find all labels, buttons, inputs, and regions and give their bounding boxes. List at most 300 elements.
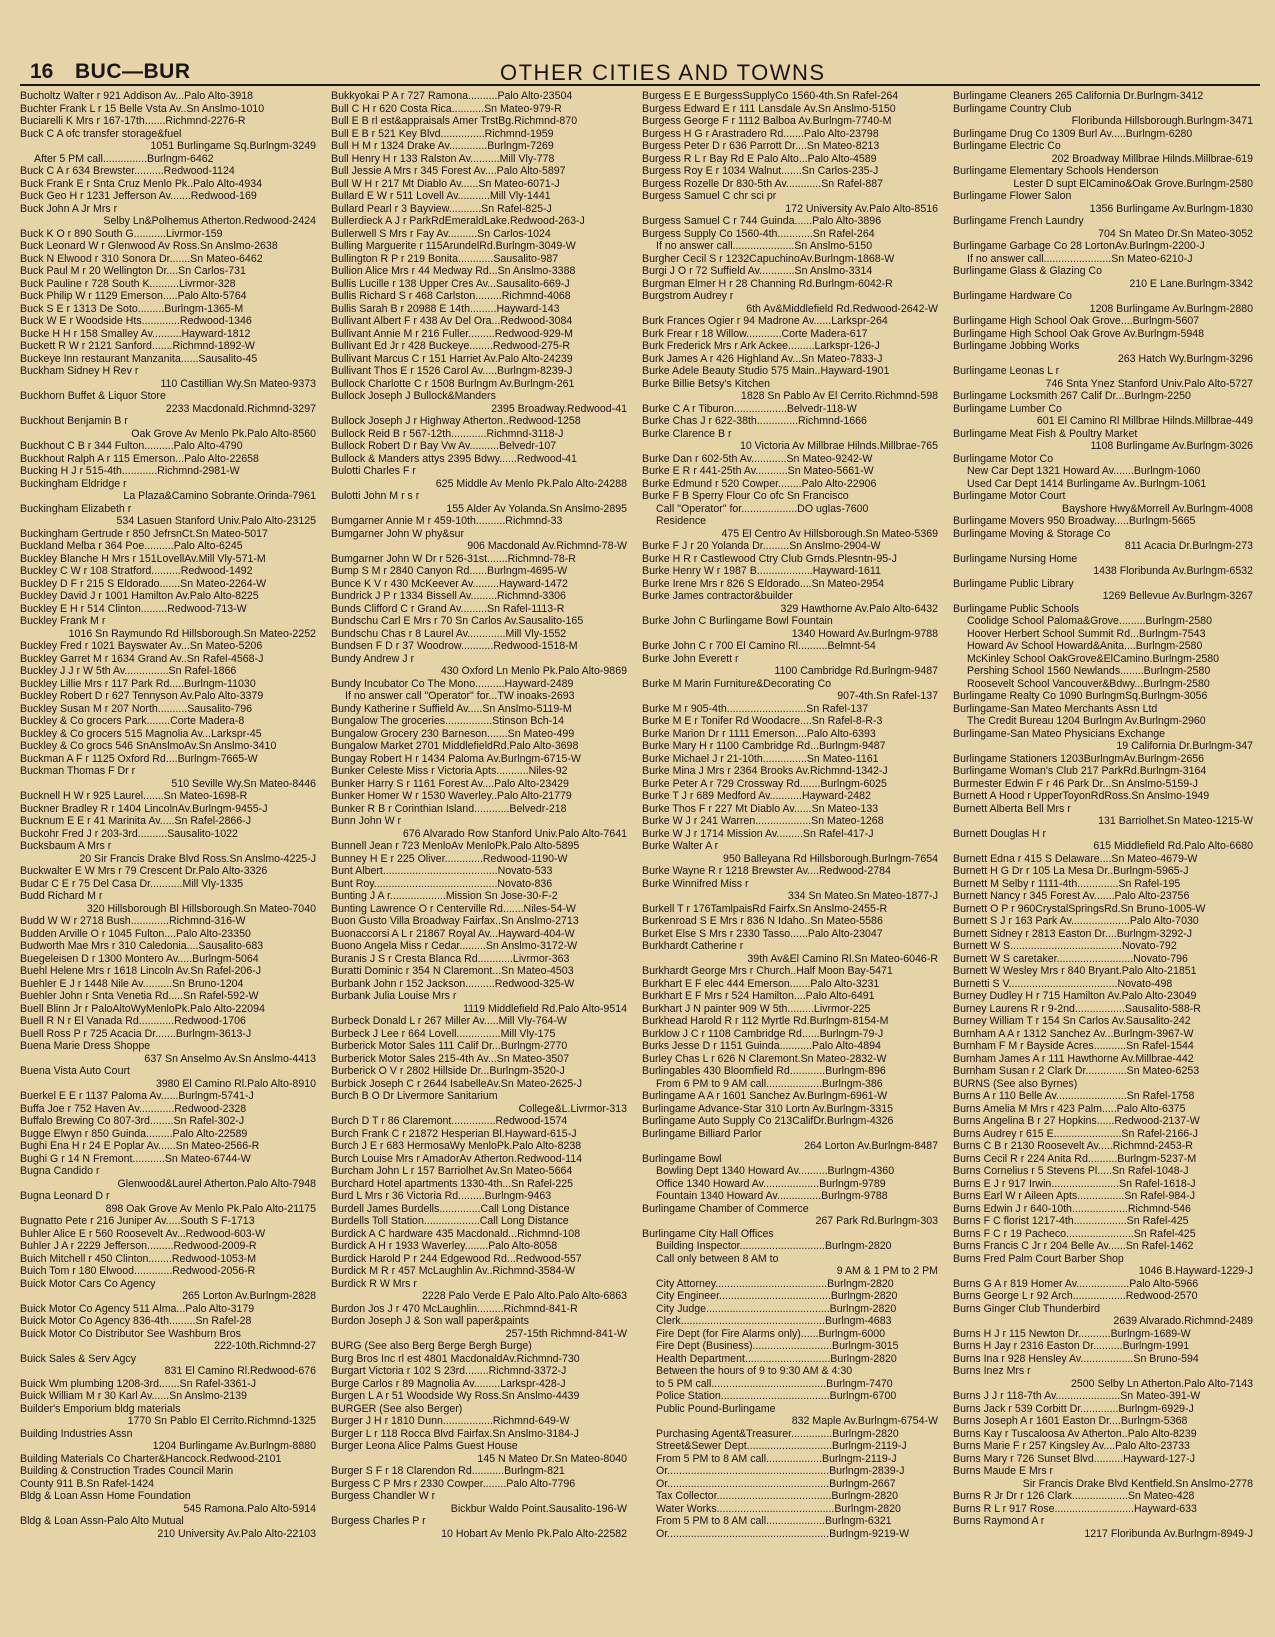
- listing-line: Buckley Susan M r 207 North..........Sausalito-796: [20, 702, 252, 715]
- listing-line: Building Inspector.............................Burlngm-2820: [656, 1240, 892, 1252]
- listing-column-3: [642, 90, 938, 1630]
- listing-line: 831 El Camino Rl.Redwood-676: [164, 1365, 316, 1377]
- listing-line: Burkhead Harold R r 112 Myrtle Rd.Burlngm-8154-M: [642, 1015, 889, 1027]
- listing-line: Bugnatto Pete r 216 Juniper Av.....South S F-1713: [20, 1215, 255, 1227]
- listing-line: 510 Seville Wy.Sn Mateo-8446: [171, 777, 316, 790]
- listing-line: Bucknell H W r 925 Laurel.......Sn Mateo-1698-R: [20, 790, 248, 802]
- listing-line: Burgess Rozelle Dr 830-5th Av............Sn Rafel-887: [642, 177, 884, 190]
- listing-line: Burlingame Glass & Glazing Co: [953, 265, 1102, 277]
- listing-line: Burns George L r 92 Arch..................Redwood-2570: [953, 1290, 1198, 1302]
- listing-line: From 5 PM to 8 AM call....................Burlngm-6321: [656, 1515, 892, 1527]
- listing-line: 3980 El Camino Rl.Palo Alto-8910: [155, 1077, 316, 1090]
- listing-line: Burgess Samuel C r 744 Guinda......Palo Alto-3896: [642, 215, 882, 227]
- listing-line: Burlingame Motor Court: [953, 490, 1066, 502]
- listing-line: Burgess E E BurgessSupplyCo 1560-4th.Sn Rafel-264: [642, 90, 899, 102]
- listing-line: Buciarelli K Mrs r 167-17th.......Richmnd-2276-R: [20, 115, 246, 127]
- listing-line: Burger S F r 18 Clarendon Rd...........Burlngm-821: [331, 1465, 565, 1477]
- listing-line: Burlingame Electric Co: [953, 140, 1061, 152]
- listing-line: Burgen L A r 51 Woodside Wy Ross.Sn Anslmo-4439: [331, 1390, 580, 1402]
- listing-line: 1108 Burlingame Av.Burlngm-3026: [1090, 440, 1253, 452]
- listing-line: 1340 Howard Av.Burlngm-9788: [791, 627, 938, 640]
- listing-line: Bumgarner Annie M r 459-10th..........Richmnd-33: [331, 515, 563, 527]
- listing-line: Burgess Peter D r 636 Parrott Dr....Sn Mateo-8213: [642, 140, 880, 152]
- listing-line: Buck Philip W r 1129 Emerson.....Palo Alto-5764: [20, 290, 247, 302]
- listing-line: Burgess Chandler W r: [331, 1490, 436, 1502]
- listing-line: 950 Balleyana Rd Hillsborough.Burlngm-7654: [723, 852, 938, 865]
- listing-line: Burke Dan r 602-5th Av............Sn Mateo-9242-W: [642, 452, 873, 465]
- listing-line: Burcham John L r 157 Barriolhet Av.Sn Mateo-5664: [331, 1165, 573, 1177]
- listing-line: 131 Barriolhet.Sn Mateo-1215-W: [1098, 815, 1253, 827]
- listing-line: Burbeck J Lee r 664 Lovell...............Mill Vly-175: [331, 1027, 556, 1040]
- listing-column-2: [331, 90, 627, 1630]
- listing-line: Burch B O Dr Livermore Sanitarium: [331, 1090, 498, 1102]
- listing-line: Buckhout Benjamin B r: [20, 415, 128, 427]
- listing-line: Burberick Motor Sales 215-4th Av...Sn Mateo-3507: [331, 1052, 570, 1065]
- listing-line: Burnett H G Dr r 105 La Mesa Dr..Burlngm-5965-J: [953, 865, 1189, 877]
- listing-line: Buckeye Inn restaurant Manzanita......Sausalito-45: [20, 352, 258, 365]
- listing-line: Burlingame Elementary Schools Henderson: [953, 165, 1159, 177]
- listing-line: 2233 Macdonald.Richmnd-3297: [165, 402, 316, 415]
- listing-line: Burkhart E F elec 444 Emerson.......Palo Alto-3231: [642, 977, 880, 990]
- listing-line: Bull Jessie A Mrs r 345 Forest Av....Palo Alto-5897: [331, 165, 566, 177]
- listing-line: Burke Edmund r 520 Cowper........Palo Alto-22906: [642, 477, 877, 490]
- listing-line: Burns Kay r Tuscaloosa Av Atherton..Palo Alto-8239: [953, 1427, 1197, 1440]
- listing-line: Buonaccorsi A L r 21867 Royal Av...Hayward-404-W: [331, 927, 575, 940]
- listing-line: If no answer call.....................Sn Anslmo-5150: [656, 240, 873, 252]
- listing-line: Hoover Herbert School Summit Rd...Burlngm-7543: [967, 627, 1206, 640]
- listing-line: Burke Billie Betsy's Kitchen: [642, 377, 771, 390]
- listing-line: Bumgarner John W Dr r 526-31st.......Richmnd-78-R: [331, 552, 576, 565]
- listing-line: Bundy Incubator Co The Mono..........Hayward-2489: [331, 677, 574, 690]
- listing-line: Tax Collector.......................................Burlngm-2820: [656, 1490, 898, 1502]
- listing-line: 475 El Centro Av Hillsborough.Sn Mateo-5369: [721, 527, 938, 540]
- listing-line: Burbick Joseph C r 2644 IsabelleAv.Sn Mateo-2625-J: [331, 1077, 583, 1090]
- listing-line: Bldg & Loan Assn-Palo Alto Mutual: [20, 1515, 184, 1527]
- listing-line: Buckley Blanche H Mrs r 151LovellAv.Mill Vly-571-M: [20, 552, 266, 565]
- listing-line: Burlingame High School Oak Grove Av.Burlngm-5948: [953, 327, 1205, 340]
- listing-line: Water Works........................................Burlngm-2820: [656, 1502, 901, 1515]
- listing-line: 210 E Lane.Burlngm-3342: [1129, 277, 1253, 290]
- listing-line: 20 Sir Francis Drake Blvd Ross.Sn Anslmo-4225-J: [79, 852, 316, 865]
- listing-line: Burgstrom Audrey r: [642, 290, 734, 302]
- listing-line: Buick Sales & Serv Agcy: [20, 1352, 136, 1365]
- listing-line: BURGER (See also Berger): [331, 1402, 463, 1415]
- listing-line: If no answer call.......................Sn Mateo-6210-J: [967, 252, 1193, 265]
- listing-line: Burlingame Nursing Home: [953, 552, 1078, 565]
- listing-line: Bumgarner John W phy&sur: [331, 527, 465, 540]
- listing-line: Burns Mary r 726 Sunset Blvd..........Hayward-127-J: [953, 1452, 1195, 1465]
- listing-line: Buckley Robert D r 627 Tennyson Av.Palo Alto-3379: [20, 690, 264, 702]
- listing-line: 19 California Dr.Burlngm-347: [1116, 740, 1253, 752]
- listing-line: Buckman Thomas F Dr r: [20, 765, 136, 777]
- listing-line: Buick Motor Co Agency 511 Alma...Palo Alto-3179: [20, 1302, 255, 1315]
- listing-line: Bickbur Waldo Point.Sausalito-196-W: [450, 1502, 627, 1515]
- listing-line: Buckley Lillie Mrs r 117 Park Rd.....Burlngm-11030: [20, 677, 256, 690]
- listing-line: Burke John C r 700 El Camino Rl..........Belmnt-54: [642, 640, 876, 652]
- listing-line: Burlingame High School Oak Grove....Burlngm-5607: [953, 315, 1200, 327]
- listing-line: Burgess H G r Arastradero Rd.......Palo Alto-23798: [642, 127, 879, 140]
- listing-line: Burke T J r 689 Medford Av...........Hayward-2482: [642, 790, 871, 802]
- listing-line: Bunker Harry S r 1161 Forest Av....Palo Alto-23429: [331, 777, 569, 790]
- listing-line: Burke Walter A r: [642, 840, 719, 852]
- listing-line: Burnham A A r 1312 Sanchez Av...Burlngm-3967-W: [953, 1027, 1194, 1040]
- listing-line: Bullis Richard S r 468 Carlston.........Richmnd-4068: [331, 290, 571, 302]
- listing-line: Buckhout Ralph A r 115 Emerson...Palo Alto-22658: [20, 452, 259, 465]
- listing-line: Used Car Dept 1414 Burlingame Av..Burlngm-1061: [967, 477, 1207, 490]
- listing-line: Burket Else S Mrs r 2330 Tasso......Palo Alto-23047: [642, 927, 883, 940]
- listing-line: Bldg & Loan Assn Home Foundation: [20, 1490, 191, 1502]
- listing-line: Burgess Samuel C chr sci pr: [642, 190, 777, 202]
- listing-line: Burney Laurens R r 9-2nd.................Sausalito-588-R: [953, 1002, 1201, 1015]
- listing-line: 2395 Broadway.Redwood-41: [491, 402, 627, 415]
- listing-line: Burke Henry W r 1987 B...................Hayward-1611: [642, 565, 881, 577]
- listing-line: Buick Motor Co Distributor See Washburn Bros: [20, 1327, 241, 1340]
- listing-line: 1217 Floribunda Av.Burlngm-8949-J: [1084, 1527, 1253, 1540]
- listing-line: Burlingame Locksmith 267 Calif Dr...Burlngm-2250: [953, 390, 1191, 402]
- listing-line: Burg Bros Inc rl est 4801 MacdonaldAv.Richmnd-730: [331, 1352, 580, 1365]
- listing-line: Buckley C W r 108 Stratford..........Redwood-1492: [20, 565, 253, 577]
- listing-line: Budd W W r 2718 Bush.............Richmnd-316-W: [20, 915, 246, 927]
- listing-line: Burke Clarence B r: [642, 427, 732, 440]
- listing-line: 1051 Burlingame Sq.Burlngm-3249: [150, 140, 316, 152]
- listing-line: Bullis Sarah B r 20988 E 14th.........Hayward-143: [331, 302, 560, 315]
- listing-line: Buehl Helene Mrs r 1618 Lincoln Av.Sn Rafel-206-J: [20, 965, 262, 977]
- listing-line: Burkenroad S E Mrs r 836 N Idaho..Sn Mateo-5586: [642, 915, 883, 927]
- listing-line: 1356 Burlingame Av.Burlngm-1830: [1089, 202, 1253, 215]
- listing-line: Burke Winnifred Miss r: [642, 877, 749, 890]
- listing-line: County 911 B.Sn Rafel-1424: [20, 1477, 155, 1490]
- listing-line: Burke Marion Dr r 1111 Emerson....Palo Alto-6393: [642, 727, 876, 740]
- listing-line: 906 Macdonald Av.Richmnd-78-W: [467, 540, 627, 552]
- listing-line: Buckhorn Buffet & Liquor Store: [20, 390, 166, 402]
- listing-line: 263 Hatch Wy.Burlngm-3296: [1117, 352, 1253, 365]
- listing-line: Buck John A Jr Mrs r: [20, 202, 118, 215]
- listing-line: Burdick R W Mrs r: [331, 1277, 417, 1290]
- listing-line: Buck Geo H r 1231 Jefferson Av.......Redwood-169: [20, 190, 257, 202]
- listing-line: Burgher Cecil S r 1232CapuchinoAv.Burlngm-1868-W: [642, 252, 895, 265]
- listing-line: Burns F C r 19 Pacheco.......................Sn Rafel-425: [953, 1227, 1196, 1240]
- listing-line: Burns R Jr Dr r 126 Clark...................Sn Mateo-428: [953, 1490, 1195, 1502]
- listing-line: Burger Leona Alice Palms Guest House: [331, 1440, 518, 1452]
- listing-line: Bunds Clifford C r Grand Av.........Sn Rafel-1113-R: [331, 602, 565, 615]
- listing-line: 257-15th Richmnd-841-W: [505, 1327, 627, 1340]
- listing-line: Burk James A r 426 Highland Av...Sn Mateo-7833-J: [642, 352, 883, 365]
- listing-line: Bull C H r 620 Costa Rica...........Sn Mateo-979-R: [331, 102, 562, 115]
- listing-line: Burchard Hotel apartments 1330-4th...Sn Rafel-225: [331, 1177, 574, 1190]
- listing-line: Buranis J S r Cresta Blanca Rd............Livrmor-363: [331, 952, 570, 965]
- listing-line: Burns Maude E Mrs r: [953, 1465, 1054, 1477]
- listing-line: 155 Alder Av Yolanda.Sn Anslmo-2895: [446, 502, 627, 515]
- listing-line: Burns C B r 2130 Roosevelt Av.....Richmnd-2453-R: [953, 1140, 1193, 1152]
- listing-line: Buratti Dominic r 354 N Claremont...Sn Mateo-4503: [331, 965, 574, 977]
- listing-line: Burns Angelina B r 27 Hopkins......Redwood-2137-W: [953, 1115, 1200, 1127]
- listing-line: Burgi J O r 72 Suffield Av............Sn Anslmo-3314: [642, 265, 873, 277]
- listing-line: 210 University Av.Palo Alto-22103: [157, 1527, 316, 1540]
- listing-line: Burdick A C hardware 435 Macdonald...Richmnd-108: [331, 1227, 581, 1240]
- listing-line: Burns Marie F r 257 Kingsley Av....Palo Alto-23733: [953, 1440, 1190, 1452]
- listing-line: Buck K O r 890 South G...........Livrmor-159: [20, 227, 223, 240]
- listing-line: Burke H R r Castlewood Ctry Club Grnds.Plesntn-95-J: [642, 552, 897, 565]
- listing-line: Coolidge School Paloma&Grove.........Burlngm-2580: [967, 615, 1212, 627]
- listing-line: Burke F B Sperry Flour Co ofc Sn Francisco: [642, 490, 849, 502]
- listing-line: Bunker Celeste Miss r Victoria Apts...........Niles-92: [331, 765, 568, 777]
- listing-line: Bullivant Marcus C r 151 Harriet Av.Palo Alto-24239: [331, 352, 573, 365]
- listing-line: Bull W H r 217 Mt Diablo Av......Sn Mateo-6071-J: [331, 177, 560, 190]
- listing-line: 329 Hawthorne Av.Palo Alto-6432: [780, 602, 938, 615]
- listing-line: Bucke H H r 158 Smalley Av..........Hayward-1812: [20, 327, 251, 340]
- listing-line: Bullock Joseph J Bullock&Manders: [331, 390, 496, 402]
- listing-line: Burns Francis C Jr r 204 Belle Av......Sn Rafel-1462: [953, 1240, 1194, 1252]
- listing-line: Buckingham Eldridge r: [20, 477, 127, 490]
- listing-line: Burnett Sidney r 2813 Easton Dr....Burlngm-3292-J: [953, 927, 1193, 940]
- listing-line: 1119 Middlefield Rd.Palo Alto-9514: [463, 1002, 627, 1015]
- listing-line: Bull H M r 1324 Drake Av.............Burlngm-7269: [331, 140, 554, 152]
- listing-line: Burgman Elmer H r 28 Channing Rd.Burlngm-6042-R: [642, 277, 893, 290]
- listing-line: Burbeck Donald L r 267 Miller Av.....Mill Vly-764-W: [331, 1015, 567, 1027]
- listing-line: If no answer call "Operator" for...TW inoaks-2693: [345, 690, 575, 702]
- listing-line: Bungay Robert H r 1434 Paloma Av.Burlngm-6715-W: [331, 752, 581, 765]
- listing-line: Burke M r 905-4th...........................Sn Rafel-137: [642, 702, 869, 715]
- listing-line: Buckohr Fred J r 203-3rd..........Sausalito-1022: [20, 827, 238, 840]
- listing-line: Burlingame Hardware Co: [953, 290, 1072, 302]
- listing-line: Roosevelt School Vancouver&Bdwy...Burlngm-2580: [967, 677, 1210, 690]
- listing-line: 1269 Bellevue Av.Burlngm-3267: [1102, 590, 1253, 602]
- listing-line: Burkhart J N painter 909 W 5th.........Livrmor-225: [642, 1002, 871, 1015]
- listing-line: Burdells Toll Station...................Call Long Distance: [331, 1215, 569, 1227]
- listing-line: The Credit Bureau 1204 Burlngm Av.Burlngm-2960: [967, 715, 1206, 727]
- listing-line: Burlingame Garbage Co 28 LortonAv.Burlngm-2200-J: [953, 240, 1205, 252]
- listing-line: 10 Hobart Av Menlo Pk.Palo Alto-22582: [441, 1527, 627, 1540]
- listing-line: Buck Leonard W r Glenwood Av Ross.Sn Anslmo-2638: [20, 240, 278, 252]
- listing-line: 10 Victoria Av Millbrae Hilnds.Millbrae-765: [739, 440, 938, 452]
- listing-line: Burke Peter A r 729 Crossway Rd.......Burlngm-6025: [642, 777, 887, 790]
- listing-line: 1100 Cambridge Rd.Burlngm-9487: [774, 665, 938, 677]
- listing-line: Bunt Roy..........................................Novato-836: [331, 877, 553, 890]
- listing-line: 264 Lorton Av.Burlngm-8487: [804, 1140, 938, 1152]
- listing-line: Burns Audrey r 615 E.......................Sn Rafel-2166-J: [953, 1127, 1198, 1140]
- listing-line: Bundschu Carl E Mrs r 70 Sn Carlos Av.Sausalito-165: [331, 615, 584, 627]
- listing-line: Burke Michael J r 21-10th...............Sn Mateo-1161: [642, 752, 879, 765]
- listing-line: Burnett W S caretaker..........................Novato-796: [953, 952, 1188, 965]
- listing-line: City Attorney......................................Burlngm-2820: [656, 1277, 894, 1290]
- listing-line: Buckingham Gertrude r 850 JefrsnCt.Sn Mateo-5017: [20, 527, 268, 540]
- listing-line: Burns Edwin J r 640-10th...................Richmnd-546: [953, 1202, 1191, 1215]
- listing-line: 202 Broadway Millbrae Hilnds.Millbrae-619: [1051, 152, 1253, 165]
- listing-line: Bullock & Manders attys 2395 Bdwy......Redwood-41: [331, 452, 577, 465]
- listing-line: Burch J E r 683 HermosaWy MenloPk.Palo Alto-8238: [331, 1140, 582, 1152]
- listing-line: Burnetti S V.....................................Novato-498: [953, 977, 1173, 990]
- listing-line: Burke Adele Beauty Studio 575 Main..Hayward-1901: [642, 365, 890, 377]
- listing-line: 704 Sn Mateo Dr.Sn Mateo-3052: [1098, 227, 1253, 240]
- listing-line: Buckham Sidney H Rev r: [20, 365, 139, 377]
- listing-line: 2500 Selby Ln Atherton.Palo Alto-7143: [1071, 1377, 1253, 1390]
- listing-line: Burley Chas L r 626 N Claremont.Sn Mateo-2832-W: [642, 1052, 887, 1065]
- listing-line: After 5 PM call...............Burlngm-6462: [34, 152, 214, 165]
- listing-line: Burlingame Advance-Star 310 Lortn Av.Burlngm-3315: [642, 1102, 894, 1115]
- listing-line: Burlingame City Hall Offices: [642, 1227, 774, 1240]
- listing-line: Burlingables 430 Bloomfield Rd............Burlngm-896: [642, 1065, 886, 1077]
- listing-line: 811 Acacia Dr.Burlngm-273: [1124, 540, 1253, 552]
- listing-line: Buick William M r 30 Karl Av......Sn Anslmo-2139: [20, 1390, 247, 1402]
- listing-line: Burnett M Selby r 1111-4th..............Sn Rafel-195: [953, 877, 1181, 890]
- listing-line: Burke E R r 441-25th Av...........Sn Mateo-5661-W: [642, 465, 874, 477]
- listing-line: Bulling Marguerite r 115ArundelRd.Burlngm-3049-W: [331, 240, 576, 252]
- listing-line: Burgess Edward E r 111 Lansdale Av.Sn Anslmo-5150: [642, 102, 896, 115]
- listing-line: Buck N Elwood r 310 Sonora Dr.......Sn Mateo-6462: [20, 252, 263, 265]
- listing-line: Lester D supt ElCamino&Oak Grove.Burlngm-2580: [1013, 177, 1253, 190]
- listing-line: Building Materials Co Charter&Hancock.Redwood-2101: [20, 1452, 282, 1465]
- listing-line: Bunt Albert.......................................Novato-533: [331, 865, 553, 877]
- listing-line: Bunnell Jean r 723 MenloAv MenloPk.Palo Alto-5895: [331, 840, 580, 852]
- listing-line: 2639 Alvarado.Richmnd-2489: [1113, 1315, 1253, 1327]
- listing-line: 1438 Floribunda Av.Burlngm-6532: [1093, 565, 1253, 577]
- listing-line: Buell Ross P r 725 Acacia Dr.......Burlngm-3613-J: [20, 1027, 252, 1040]
- listing-line: Bull E B rl est&appraisals Amer TrstBg.Richmnd-870: [331, 115, 578, 127]
- listing-line: 601 El Camino Rl Millbrae Hilnds.Millbrae-449: [1036, 415, 1253, 427]
- listing-line: Bulotti John M r s r: [331, 490, 420, 502]
- listing-line: Oak Grove Av Menlo Pk.Palo Alto-8560: [131, 427, 316, 440]
- listing-line: Buehler John r Snta Venetia Rd.....Sn Rafel-592-W: [20, 990, 259, 1002]
- listing-line: Burgart Victoria r 102 S 23rd........Richmnd-3372-J: [331, 1365, 567, 1377]
- listing-line: Burbank Julia Louise Mrs r: [331, 990, 457, 1002]
- listing-line: Burch Frank C r 21872 Hesperian Bl.Hayward-615-J: [331, 1127, 577, 1140]
- listing-line: to 5 PM call.......................................Burlngm-7470: [656, 1377, 893, 1390]
- listing-line: 1828 Sn Pablo Av El Cerrito.Richmnd-598: [740, 390, 938, 402]
- listing-line: Burns Ina r 928 Hensley Av..................Sn Bruno-594: [953, 1352, 1199, 1365]
- listing-line: Burlingame Chamber of Commerce: [642, 1202, 809, 1215]
- listing-line: Burke Thos F r 227 Mt Diablo Av......Sn Mateo-133: [642, 802, 879, 815]
- listing-line: Burger J H r 1810 Dunn.................Richmnd-649-W: [331, 1415, 570, 1427]
- listing-line: 545 Ramona.Palo Alto-5914: [183, 1502, 316, 1515]
- listing-line: Howard Av School Howard&Anita....Burlngm-2580: [967, 640, 1203, 652]
- listing-line: Buckland Melba r 364 Poe..........Palo Alto-6245: [20, 540, 243, 552]
- listing-line: Burnham F M r Bayside Acres...........Sn Rafel-1544: [953, 1040, 1194, 1052]
- listing-line: Bullington R P r 219 Bonita............Sausalito-987: [331, 252, 559, 265]
- listing-line: Buena Vista Auto Court: [20, 1065, 130, 1077]
- listing-line: Bull E B r 521 Key Blvd...............Richmnd-1959: [331, 127, 554, 140]
- listing-line: Fire Dept (for Fire Alarms only)......Burlngm-6000: [656, 1327, 886, 1340]
- listing-line: Call "Operator" for...................DO uglas-7600: [656, 502, 869, 515]
- listing-line: Buckett R W r 2121 Sanford.......Richmnd-1892-W: [20, 340, 255, 352]
- listing-line: Bullivant Ed Jr r 428 Buckeye........Redwood-275-R: [331, 340, 571, 352]
- listing-line: Burke F J r 20 Yolanda Dr.........Sn Anslmo-2904-W: [642, 540, 881, 552]
- listing-line: Burlingame Cleaners 265 California Dr.Burlngm-3412: [953, 90, 1204, 102]
- listing-line: Or.......................................................Burlngm-2839-J: [656, 1465, 905, 1477]
- listing-line: Street&Sewer Dept.............................Burlngm-2119-J: [656, 1440, 907, 1452]
- listing-line: Bugge Elwyn r 850 Guinda.........Palo Alto-22589: [20, 1127, 248, 1140]
- page-number: 16: [30, 60, 54, 83]
- listing-line: Buhler J A r 2229 Jefferson.........Redwood-2009-R: [20, 1240, 257, 1252]
- listing-line: Bullard E W r 511 Lovell Av...........Mill Vly-1441: [331, 190, 551, 202]
- listing-line: Burke Chas J r 622-38th..............Richmnd-1666: [642, 415, 867, 427]
- listing-line: Or.......................................................Burlngm-2667: [656, 1477, 896, 1490]
- listing-line: Purchasing Agent&Treasurer..............Burlngm-2820: [656, 1427, 899, 1440]
- listing-line: 676 Alvarado Row Stanford Univ.Palo Alto-7641: [402, 827, 627, 840]
- listing-line: Buckwalter E W Mrs r 79 Crescent Dr.Palo Alto-3326: [20, 865, 268, 877]
- listing-line: Burks Jesse D r 1151 Guinda...........Palo Alto-4894: [642, 1040, 881, 1052]
- listing-line: Burlingame Flower Salon: [953, 190, 1072, 202]
- listing-line: Bucholtz Walter r 921 Addison Av...Palo Alto-3918: [20, 90, 254, 102]
- listing-line: Public Pound-Burlingame: [656, 1402, 776, 1415]
- listing-line: Bughi Ena H r 24 E Poplar Av......Sn Mateo-2566-R: [20, 1140, 260, 1152]
- listing-line: Burke W J r 1714 Mission Av.........Sn Rafel-417-J: [642, 827, 874, 840]
- listing-line: Bullivant Albert F r 438 Av Del Ora...Redwood-3084: [331, 315, 573, 327]
- listing-line: Burke M Marin Furniture&Decorating Co: [642, 677, 831, 690]
- listing-line: Bullock Reid B r 567-12th............Richmnd-3118-J: [331, 427, 564, 440]
- listing-line: 265 Lorton Av.Burlngm-2828: [182, 1290, 316, 1302]
- listing-line: Burlingame Jobbing Works: [953, 340, 1080, 352]
- listing-line: Buckner Bradley R r 1404 LincolnAv.Burlngm-9455-J: [20, 802, 268, 815]
- listing-line: Buckley & Co grocs 546 SnAnslmoAv.Sn Anslmo-3410: [20, 740, 277, 752]
- listing-line: Bundy Andrew J r: [331, 652, 415, 665]
- listing-line: Bungalow Market 2701 MiddlefieldRd.Palo Alto-3698: [331, 740, 579, 752]
- listing-line: Buckman A F r 1125 Oxford Rd....Burlngm-7665-W: [20, 752, 258, 765]
- listing-line: Burlingame Woman's Club 217 ParkRd.Burlngm-3164: [953, 765, 1207, 777]
- listing-line: Burgess Charles P r: [331, 1515, 426, 1527]
- listing-line: Burns Joseph A r 1601 Easton Dr....Burlngm-5368: [953, 1415, 1188, 1427]
- listing-line: Bullivant Thos E r 1526 Carol Av.....Burlngm-8239-J: [331, 365, 573, 377]
- listing-line: Burlingame Leonas L r: [953, 365, 1060, 377]
- listing-line: Burch Louise Mrs r AmadorAv Atherton.Redwood-114: [331, 1152, 583, 1165]
- listing-line: 637 Sn Anselmo Av.Sn Anslmo-4413: [144, 1052, 316, 1065]
- listing-line: Burns Ginger Club Thunderbird: [953, 1302, 1101, 1315]
- listing-line: Burlingame Motor Co: [953, 452, 1054, 465]
- listing-line: Burnett A Hood r UpperToyonRdRoss.Sn Anslmo-1949: [953, 790, 1210, 802]
- listing-line: Burlingame Meat Fish & Poultry Market: [953, 427, 1138, 440]
- listing-line: Burk Frances Ogier r 94 Madrone Av......Larkspr-264: [642, 315, 888, 327]
- listing-line: Fire Dept (Business)...........................Burlngm-3015: [656, 1340, 899, 1352]
- listing-line: Burlingame Movers 950 Broadway.....Burlngm-5665: [953, 515, 1196, 527]
- listing-line: Burgess Roy E r 1034 Walnut.......Sn Carlos-235-J: [642, 165, 879, 177]
- listing-columns: [20, 90, 1260, 1635]
- listing-line: Burnett Nancy r 345 Forest Av.......Palo Alto-23756: [953, 890, 1190, 902]
- listing-line: Clerk.................................................Burlngm-4683: [656, 1315, 892, 1327]
- listing-line: Burke Mary H r 1100 Cambridge Rd...Burlngm-9487: [642, 740, 886, 752]
- listing-line: Bullerwell S Mrs r Fay Av..........Sn Carlos-1024: [331, 227, 551, 240]
- listing-line: Buerkel E E r 1137 Paloma Av......Burlngm-5741-J: [20, 1090, 254, 1102]
- listing-line: Bullis Lucille r 138 Upper Cres Av...Sausalito-669-J: [331, 277, 570, 290]
- listing-line: Burk Frederick Mrs r Ark Ackee.........Larkspr-126-J: [642, 340, 880, 352]
- listing-line: Burke C A r Tiburon..................Belvedr-118-W: [642, 402, 857, 415]
- listing-line: Burlingame Moving & Storage Co: [953, 527, 1111, 540]
- listing-line: 267 Park Rd.Burlngm-303: [815, 1215, 938, 1227]
- listing-line: Buell Blinn Jr r PaloAltoWyMenloPk.Palo Alto-22094: [20, 1002, 265, 1015]
- listing-line: Burdick M R r 457 McLaughlin Av..Richmnd-3584-W: [331, 1265, 575, 1277]
- listing-line: Burkhart E F Mrs r 524 Hamilton....Palo Alto-6491: [642, 990, 875, 1002]
- listing-line: Bowling Dept 1340 Howard Av..........Burlngm-4360: [656, 1165, 895, 1177]
- listing-line: Burns E J r 917 Irwin.......................Sn Rafel-1618-J: [953, 1177, 1196, 1190]
- listing-line: 39th Av&El Camino Rl.Sn Mateo-6046-R: [747, 952, 938, 965]
- listing-line: Burke James contractor&builder: [642, 590, 793, 602]
- listing-line: Pershing School 1560 Newlands........Burlngm-2580: [967, 665, 1211, 677]
- listing-line: Buckley Fred r 1021 Bayswater Av...Sn Mateo-5206: [20, 640, 263, 652]
- listing-line: Bump S M r 2840 Canyon Rd......Burlngm-4695-W: [331, 565, 568, 577]
- listing-line: Burlingame Public Schools: [953, 602, 1080, 615]
- listing-line: Burns H Jay r 2316 Easton Dr..........Burlngm-1991: [953, 1340, 1190, 1352]
- listing-line: Burklow J C r 1108 Cambridge Rd......Burlngm-79-J: [642, 1027, 884, 1040]
- listing-line: Bunney H E r 225 Oliver.............Redwood-1190-W: [331, 852, 568, 865]
- listing-line: Burnett W S......................................Novato-792: [953, 940, 1177, 952]
- listing-line: Budworth Mae Mrs r 310 Caledonia....Sausalito-683: [20, 940, 264, 952]
- listing-line: Buck Pauline r 728 South K..........Livrmor-328: [20, 277, 236, 290]
- listing-line: Buffalo Brewing Co 807-3rd........Sn Rafel-302-J: [20, 1115, 245, 1127]
- listing-line: Burdick A H r 1933 Waverley........Palo Alto-8058: [331, 1240, 558, 1252]
- listing-line: Burbank John r 152 Jackson..........Redwood-325-W: [331, 977, 575, 990]
- listing-line: Bunker R B r Corinthian Island............Belvedr-218: [331, 802, 567, 815]
- listing-line: Buono Angela Miss r Cedar.........Sn Anslmo-3172-W: [331, 940, 578, 952]
- listing-line: Buck Frank E r Snta Cruz Menlo Pk..Palo Alto-4934: [20, 177, 263, 190]
- listing-line: 9 AM & 1 PM to 2 PM: [836, 1265, 938, 1277]
